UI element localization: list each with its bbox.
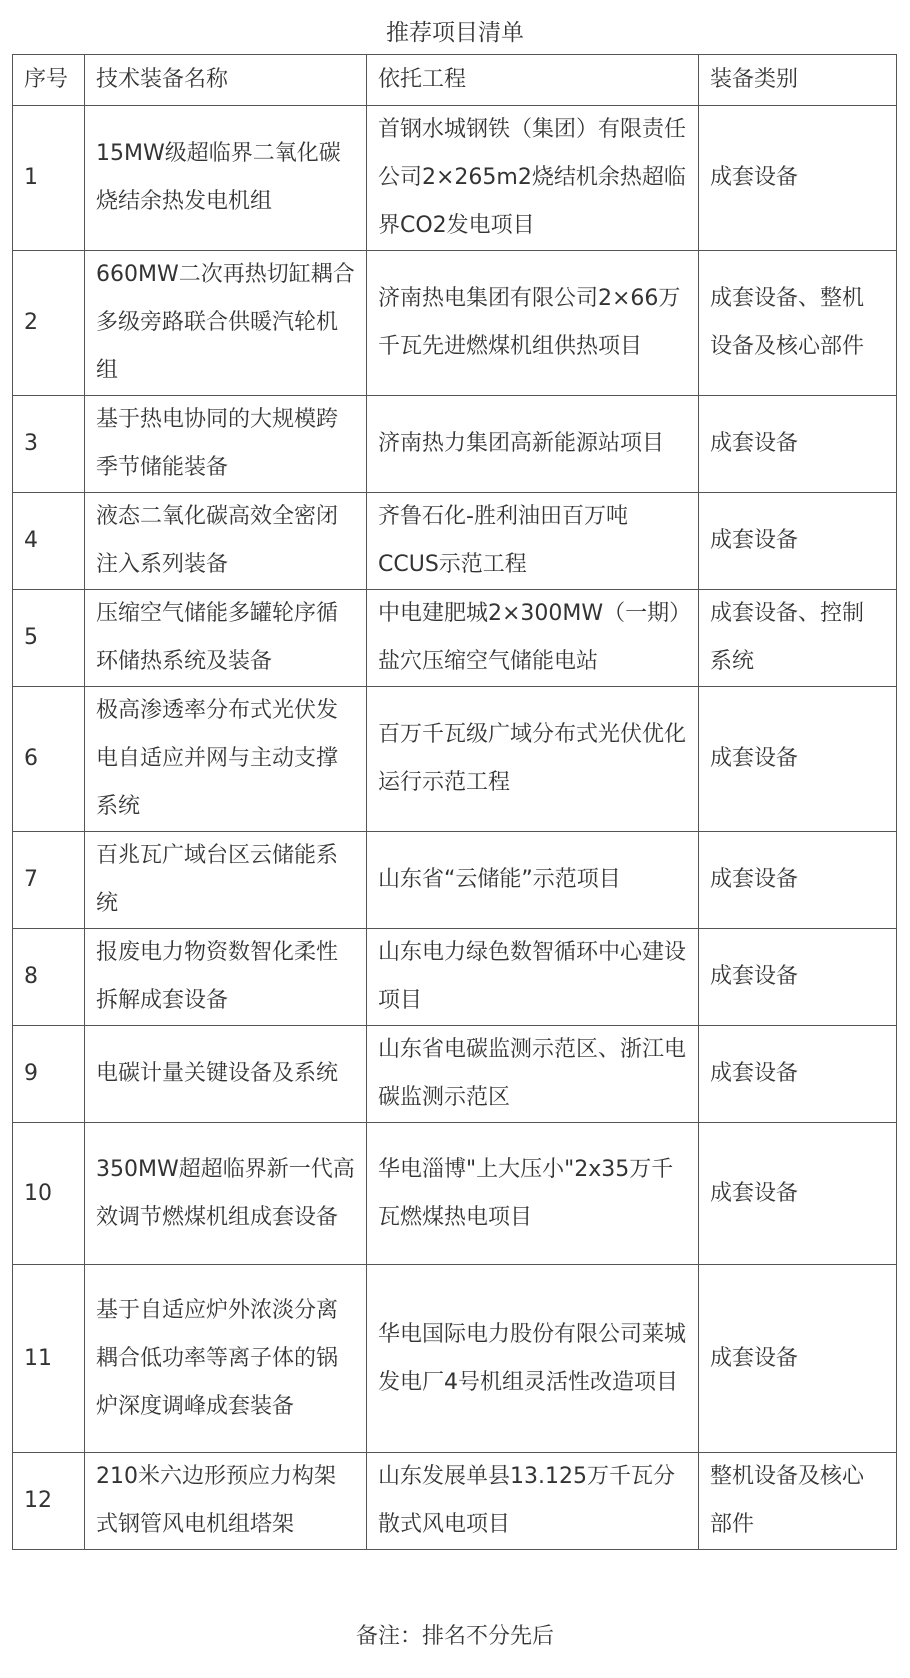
- cell-no: 5: [13, 590, 85, 687]
- cell-project: 山东省“云储能”示范项目: [367, 832, 699, 929]
- table-row: [13, 687, 897, 832]
- cell-no: 8: [13, 929, 85, 1026]
- cell-name: 210米六边形预应力构架式钢管风电机组塔架: [85, 1453, 367, 1550]
- cell-project: 首钢水城钢铁（集团）有限责任公司2×265m2烧结机余热超临界CO2发电项目: [367, 106, 699, 251]
- cell-no: 11: [13, 1265, 85, 1453]
- table-row: [13, 106, 897, 251]
- cell-no: 2: [13, 251, 85, 396]
- cell-category: 成套设备: [699, 396, 897, 493]
- cell-category: 成套设备: [699, 1026, 897, 1123]
- table-row: [13, 832, 897, 929]
- cell-name: 基于自适应炉外浓淡分离耦合低功率等离子体的锅炉深度调峰成套装备: [85, 1265, 367, 1453]
- cell-category: 成套设备: [699, 929, 897, 1026]
- cell-project: 山东发展单县13.125万千瓦分散式风电项目: [367, 1453, 699, 1550]
- cell-name: 350MW超超临界新一代高效调节燃煤机组成套设备: [85, 1123, 367, 1265]
- table-body: [13, 106, 897, 1550]
- table-row: [13, 1265, 897, 1453]
- table-row: [13, 590, 897, 687]
- cell-name: 电碳计量关键设备及系统: [85, 1026, 367, 1123]
- cell-project: 山东电力绿色数智循环中心建设项目: [367, 929, 699, 1026]
- cell-name: 百兆瓦广域台区云储能系统: [85, 832, 367, 929]
- cell-no: 4: [13, 493, 85, 590]
- cell-project: 华电淄博"上大压小"2x35万千瓦燃煤热电项目: [367, 1123, 699, 1265]
- cell-category: 成套设备: [699, 106, 897, 251]
- header-name: 技术装备名称: [85, 55, 367, 106]
- cell-no: 9: [13, 1026, 85, 1123]
- cell-name: 15MW级超临界二氧化碳烧结余热发电机组: [85, 106, 367, 251]
- footnote: 备注：排名不分先后: [355, 1624, 554, 1649]
- cell-category: 成套设备: [699, 493, 897, 590]
- cell-name: 压缩空气储能多罐轮序循环储热系统及装备: [85, 590, 367, 687]
- header-project: 依托工程: [367, 55, 699, 106]
- header-row: [13, 55, 897, 106]
- cell-no: 7: [13, 832, 85, 929]
- cell-project: 齐鲁石化-胜利油田百万吨CCUS示范工程: [367, 493, 699, 590]
- cell-category: 成套设备、整机设备及核心部件: [699, 251, 897, 396]
- cell-no: 10: [13, 1123, 85, 1265]
- table-row: [13, 929, 897, 1026]
- cell-name: 基于热电协同的大规模跨季节储能装备: [85, 396, 367, 493]
- page-title: 推荐项目清单: [386, 20, 524, 46]
- cell-project: 百万千瓦级广域分布式光伏优化运行示范工程: [367, 687, 699, 832]
- cell-project: 中电建肥城2×300MW（一期）盐穴压缩空气储能电站: [367, 590, 699, 687]
- header-no: 序号: [13, 55, 85, 106]
- cell-name: 报废电力物资数智化柔性拆解成套设备: [85, 929, 367, 1026]
- table-row: [13, 251, 897, 396]
- cell-category: 成套设备: [699, 687, 897, 832]
- cell-category: 成套设备: [699, 1123, 897, 1265]
- cell-category: 成套设备: [699, 1265, 897, 1453]
- cell-no: 12: [13, 1453, 85, 1550]
- cell-project: 华电国际电力股份有限公司莱城发电厂4号机组灵活性改造项目: [367, 1265, 699, 1453]
- cell-category: 成套设备、控制系统: [699, 590, 897, 687]
- cell-category: 成套设备: [699, 832, 897, 929]
- table-row: [13, 1453, 897, 1550]
- cell-name: 极高渗透率分布式光伏发电自适应并网与主动支撑系统: [85, 687, 367, 832]
- project-table: [12, 54, 897, 1550]
- cell-no: 3: [13, 396, 85, 493]
- cell-no: 1: [13, 106, 85, 251]
- cell-project: 济南热力集团高新能源站项目: [367, 396, 699, 493]
- cell-name: 660MW二次再热切缸耦合多级旁路联合供暖汽轮机组: [85, 251, 367, 396]
- cell-project: 山东省电碳监测示范区、浙江电碳监测示范区: [367, 1026, 699, 1123]
- table-row: [13, 1123, 897, 1265]
- table-row: [13, 396, 897, 493]
- cell-project: 济南热电集团有限公司2×66万千瓦先进燃煤机组供热项目: [367, 251, 699, 396]
- table-row: [13, 1026, 897, 1123]
- cell-category: 整机设备及核心部件: [699, 1453, 897, 1550]
- table-header: [13, 55, 897, 106]
- table-row: [13, 493, 897, 590]
- cell-name: 液态二氧化碳高效全密闭注入系列装备: [85, 493, 367, 590]
- cell-no: 6: [13, 687, 85, 832]
- header-category: 装备类别: [699, 55, 897, 106]
